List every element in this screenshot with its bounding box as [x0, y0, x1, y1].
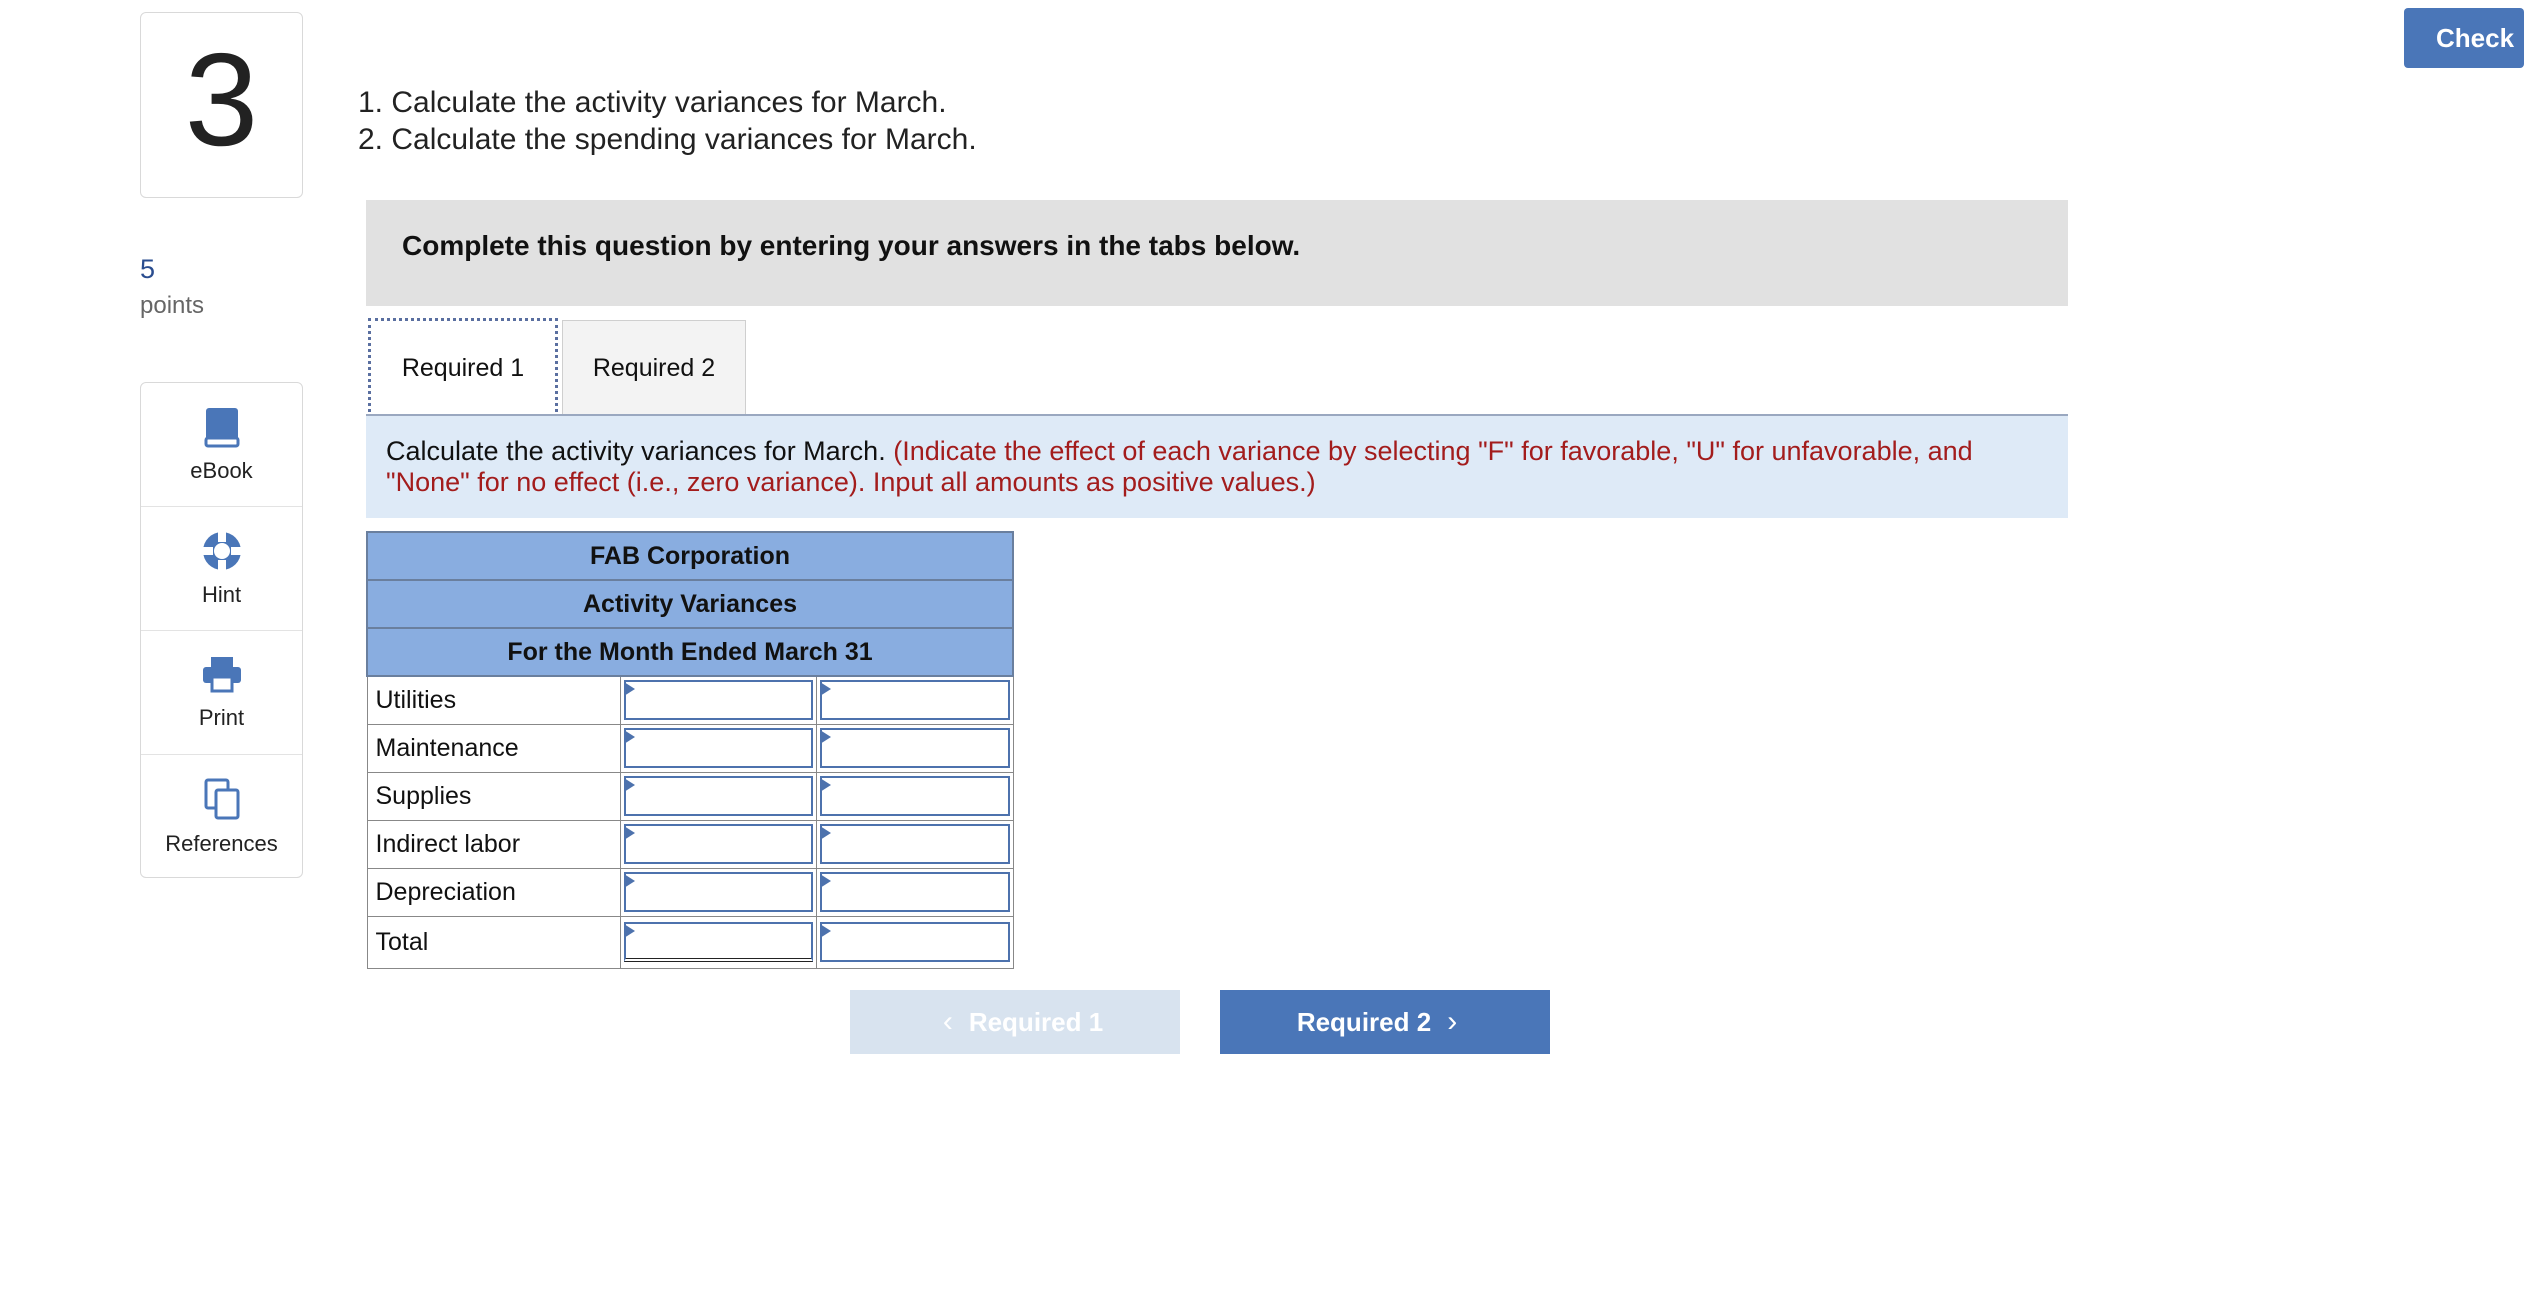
check-button[interactable]: Check [2404, 8, 2524, 68]
depreciation-amount-input[interactable] [624, 872, 813, 912]
side-tools-panel [140, 382, 303, 878]
question-number: 3 [184, 26, 259, 173]
row-label-indirect-labor: Indirect labor [367, 820, 621, 868]
ebook-label: eBook [190, 457, 253, 483]
activity-instruction-main: Calculate the activity variances for March. [386, 436, 886, 466]
prev-required-label: Required 1 [968, 1006, 1104, 1037]
activity-instruction-note: (Indicate the effect of each variance by selecting "F" for favorable, "U" for unfavorable, and "None" for no effect (i.e., zero variance). Input all amounts as positive values.) [386, 436, 1973, 497]
hint-button[interactable] [141, 507, 302, 631]
row-label-utilities: Utilities [367, 676, 621, 724]
chevron-left-icon: ‹ [942, 1005, 953, 1038]
instruction-bar: Complete this question by entering your answers in the tabs below. [366, 200, 2068, 306]
indirect-labor-effect-select[interactable] [820, 824, 1009, 864]
points-label: points [140, 292, 205, 319]
table-row-total [367, 916, 1013, 968]
activity-instruction [366, 416, 2068, 518]
references-button[interactable] [141, 755, 302, 879]
row-label-maintenance: Maintenance [367, 724, 621, 772]
question-line-2: 2. Calculate the spending variances for March. [358, 123, 977, 156]
utilities-effect-select[interactable] [820, 680, 1009, 720]
row-label-total: Total [367, 916, 621, 968]
indirect-labor-amount-input[interactable] [624, 824, 813, 864]
hint-label: Hint [201, 581, 242, 607]
table-row [367, 772, 1013, 820]
depreciation-effect-select[interactable] [820, 872, 1009, 912]
row-label-supplies: Supplies [367, 772, 621, 820]
supplies-effect-select[interactable] [820, 776, 1009, 816]
table-row [367, 868, 1013, 916]
lifebuoy-icon [201, 530, 243, 572]
supplies-amount-input[interactable] [624, 776, 813, 816]
tab-required-1[interactable]: Required 1 [368, 318, 558, 418]
chevron-right-icon: › [1447, 1005, 1458, 1038]
book-icon [203, 406, 241, 448]
activity-variances-table [366, 531, 1014, 969]
question-line-1: 1. Calculate the activity variances for March. [358, 86, 947, 119]
copy-icon [202, 777, 242, 821]
question-text [358, 84, 977, 158]
points-value: 5 [140, 254, 156, 284]
ebook-button[interactable] [141, 383, 302, 507]
print-button[interactable] [141, 631, 302, 755]
printer-icon [201, 655, 243, 695]
table-row [367, 676, 1013, 724]
references-label: References [165, 831, 278, 856]
table-title-period: For the Month Ended March 31 [367, 628, 1013, 676]
utilities-amount-input[interactable] [624, 680, 813, 720]
maintenance-effect-select[interactable] [820, 728, 1009, 768]
table-row [367, 724, 1013, 772]
total-effect-select[interactable] [820, 922, 1009, 962]
maintenance-amount-input[interactable] [624, 728, 813, 768]
next-required-label: Required 2 [1296, 1006, 1432, 1037]
row-label-depreciation: Depreciation [367, 868, 621, 916]
question-number-box [140, 12, 303, 198]
prev-required-button[interactable] [850, 990, 1180, 1054]
total-amount-input[interactable] [624, 922, 813, 962]
table-title-report: Activity Variances [367, 580, 1013, 628]
table-title-company: FAB Corporation [367, 532, 1013, 580]
next-required-button[interactable] [1220, 990, 1550, 1054]
tab-required-2[interactable]: Required 2 [562, 320, 746, 416]
table-row [367, 820, 1013, 868]
print-label: Print [198, 704, 245, 730]
